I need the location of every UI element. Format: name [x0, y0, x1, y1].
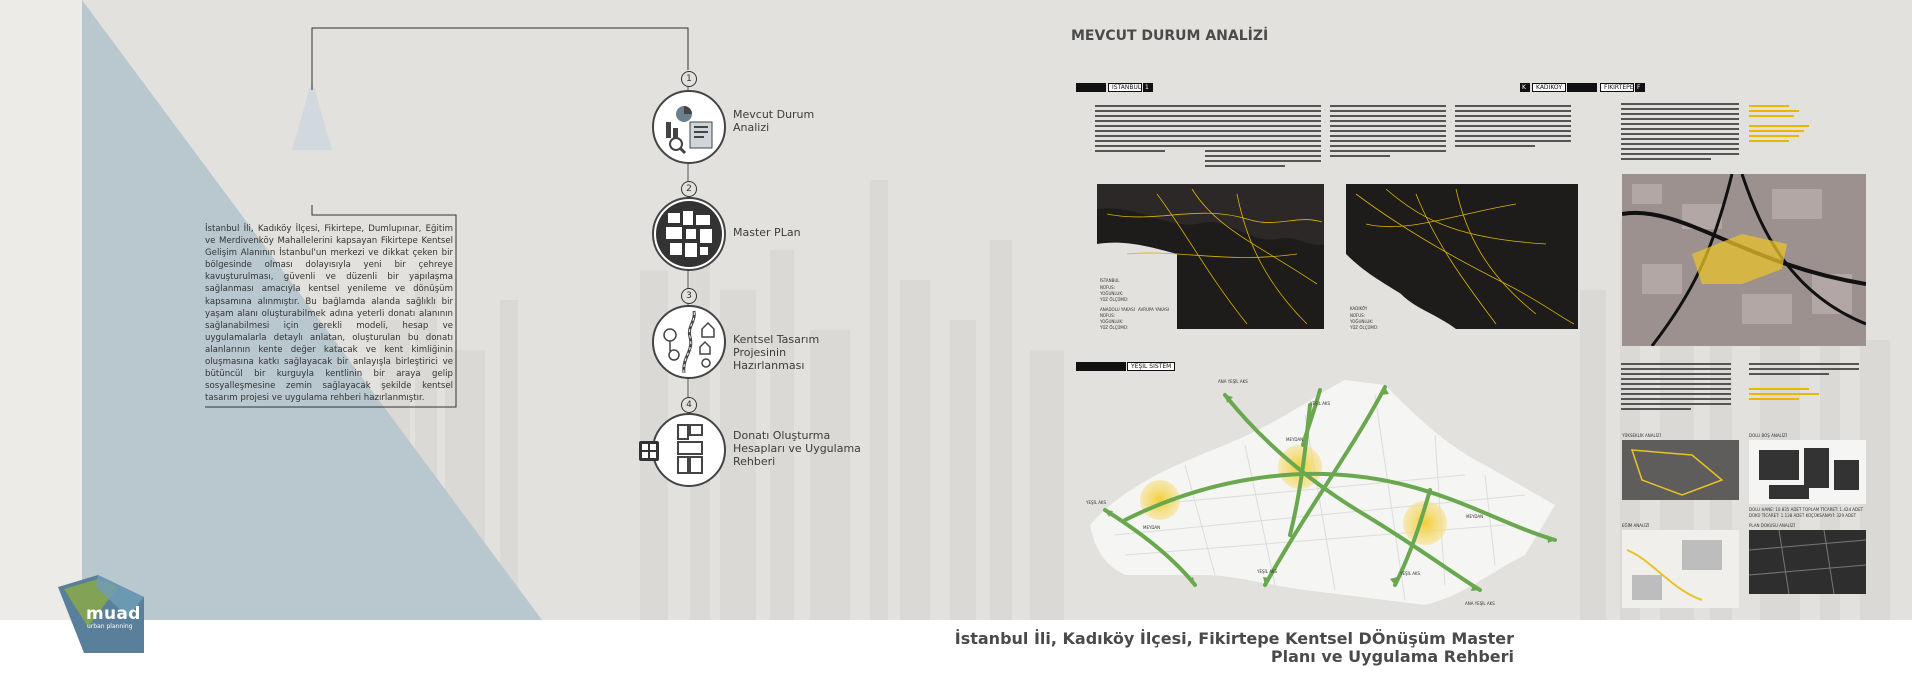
kadikoy-pop: NÜFUS: [1350, 313, 1366, 318]
subtitle-dolu-bos: DOLU BOŞ ANALİZİ [1749, 433, 1787, 438]
dolu-bos-map [1749, 440, 1866, 504]
tag-fikirtepe-num: F [1635, 83, 1645, 92]
fikirtepe-aerial-photo [1622, 174, 1866, 346]
stats-line-1: DOLU HANE: 10.835 ADET TOPLAM TİCARET: 1.424 ADET [1749, 507, 1864, 512]
step-3-number: 3 [681, 288, 697, 304]
tag-bar-yesil [1076, 362, 1126, 371]
label-ana-yesil-aks-bottom: ANA YEŞİL AKS [1465, 601, 1495, 606]
logo-sub: urban planning [87, 623, 133, 630]
footer-title: İstanbul İli, Kadıköy İlçesi, Fikirtepe Kentsel DÖnüşüm Master Planı ve Uygulama Rehberi [954, 629, 1514, 666]
kadikoy-map [1346, 184, 1578, 329]
tag-yesil-sistem: YEŞİL SİSTEM [1127, 362, 1175, 371]
label-meydan-right: MEYDAN [1466, 514, 1484, 519]
tag-kadikoy: KADIKÖY [1532, 83, 1566, 92]
text-columns [1095, 105, 1695, 175]
tag-bar-mid [1567, 83, 1597, 92]
label-meydan-left: MEYDAN [1143, 525, 1161, 530]
subtitle-yukseklik: YÜKSEKLİK ANALİZİ [1622, 433, 1661, 438]
kadikoy-label: KADIKÖY [1350, 306, 1368, 311]
kadikoy-area: YÜZ ÖLÇÜMÜ: [1350, 325, 1379, 330]
tag-bar-left [1076, 83, 1106, 92]
urban-design-icon [652, 305, 726, 379]
plan-dokusu-map [1749, 530, 1866, 594]
yukseklik-map [1622, 440, 1739, 500]
avrupa-label: AVRUPA YAKASI [1138, 307, 1169, 312]
anadolu-label: ANADOLU YAKASI [1100, 307, 1135, 312]
tag-kadikoy-num: K [1520, 83, 1530, 92]
step-1-number: 1 [681, 71, 697, 87]
fikirtepe-lower-text [1621, 363, 1871, 423]
label-yesil-aks-bottom-mid: YEŞİL AKS [1400, 571, 1421, 576]
label-yesil-aks-left: YEŞİL AKS [1086, 500, 1107, 505]
step-4-number: 4 [681, 397, 697, 413]
guide-icon [652, 413, 726, 487]
label-yesil-aks-bottom-left: YEŞİL AKS [1257, 569, 1278, 574]
stats-line-2: DÜKÜ TİCARET: 1.138 ADET KÜÇÜKSANAYİ: 329 ADET [1749, 513, 1857, 518]
step-3-label: Kentsel Tasarım Projesinin Hazırlanması [733, 333, 820, 372]
subtitle-egim: EĞİM ANALİZİ [1622, 523, 1650, 528]
label-yesil-aks-top: YEŞİL AKS [1310, 401, 1331, 406]
logo-name: muad [86, 604, 141, 624]
analysis-icon [652, 90, 726, 164]
step-1-label: Mevcut Durum Analizi [733, 108, 815, 134]
kadikoy-density: YOĞUNLUK: [1350, 319, 1374, 324]
master-plan-icon [652, 197, 726, 271]
egim-map [1622, 530, 1739, 608]
calculator-icon [638, 440, 660, 462]
step-2-label: Master PLan [733, 226, 801, 239]
panel-title: MEVCUT DURUM ANALİZİ [1071, 28, 1269, 44]
green-system-map [1085, 375, 1565, 610]
tag-fikirtepe: FİKİRTEPE [1600, 83, 1634, 92]
istanbul-pop: NÜFUS: [1100, 285, 1116, 290]
istanbul-area: YÜZ ÖLÇÜMÜ: [1100, 297, 1129, 302]
istanbul-pop-2: NÜFUS: [1100, 313, 1116, 318]
label-ana-yesil-aks-top: ANA YEŞİL AKS [1218, 379, 1248, 384]
istanbul-density: YOĞUNLUK: [1100, 291, 1124, 296]
tag-istanbul: İSTANBUL [1108, 83, 1142, 92]
tag-istanbul-num: 1 [1143, 83, 1153, 92]
step-2-number: 2 [681, 181, 697, 197]
label-meydan-center: MEYDAN [1286, 437, 1304, 442]
istanbul-label: İSTANBUL [1100, 278, 1120, 283]
fikirtepe-text [1621, 103, 1821, 173]
istanbul-area-2: YÜZ ÖLÇÜMÜ: [1100, 325, 1129, 330]
step-4-label: Donatı Oluşturma Hesapları ve Uygulama Rehberi [733, 429, 861, 468]
subtitle-plan-dokusu: PLAN DOKUSU ANALİZİ [1749, 523, 1795, 528]
intro-paragraph: İstanbul İli, Kadıköy İlçesi, Fikirtepe, Dumlupınar, Eğitim ve Merdivenköy Mahallelerini kapsayan Fikirtepe Kentsel Gelişim Alanının İstanbul'un merkezi ve dikkat çeken bir bölgesinde olması dolayısıyla yeni bir çehreye kavuşturulması, güvenli ve düzenli bir yapılaşma sağlanması amacıyla kentsel yenileme ve dönüşüm kapsamına alınmıştır. Bu bağlamda alanda sağlıklı bir yaşam alanı oluşturabilmek adına yeterli donatı alanının sağlanabilmesi için gerekli modeli, hesap ve uygulamalarla detaylı anlatan, oluşturulan bu donatı alanlarının kente değer katacak ve kent kimliğinin oluşmasına katkı sağlayacak bir anlayışla birleştirici ve bütüncül bir kurguyla kentlinin bir araya gelip sosyalleşmesine zemin sağlayacak şekilde kentsel tasarım projesi ve uygulama rehberi hazırlanmıştır. [205, 224, 453, 404]
istanbul-density-2: YOĞUNLUK: [1100, 319, 1124, 324]
